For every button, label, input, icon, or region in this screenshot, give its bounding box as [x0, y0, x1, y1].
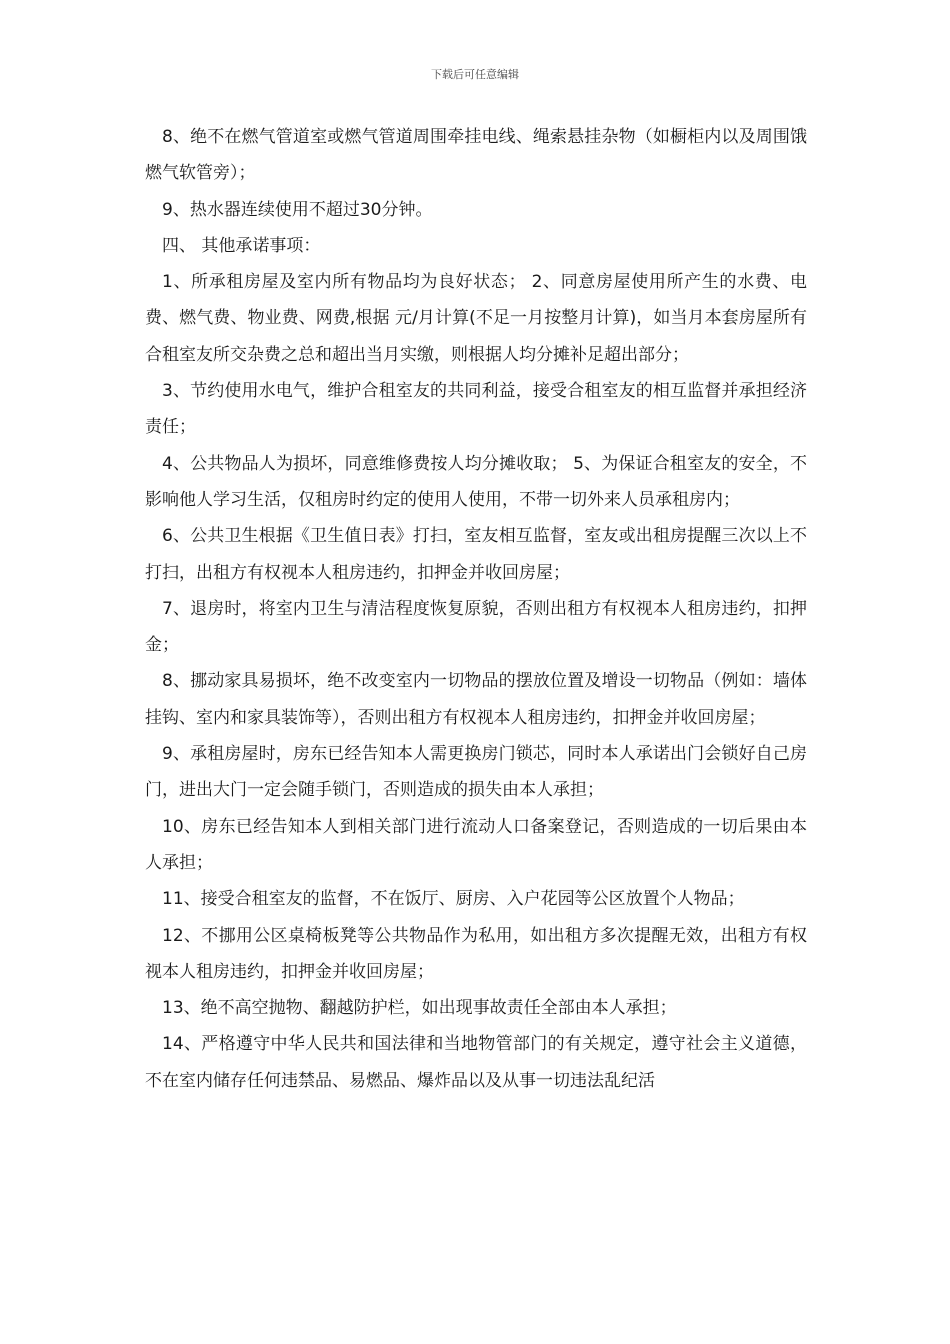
paragraph-item-1-2-condition-fees: 1、所承租房屋及室内所有物品均为良好状态； 2、同意房屋使用所产生的水费、电费、燃气费、物业费、网费,根据 元/月计算(不足一月按整月计算)，如当月本套房屋所有合租室友所交杂费之总和超出当月实缴，则根据人均分摊补足超出部分；	[145, 272, 807, 365]
paragraph-item-6-hygiene: 6、公共卫生根据《卫生值日表》打扫，室友相互监督，室友或出租房提醒三次以上不打扫，出租方有权视本人租房违约，扣押金并收回房屋；	[145, 526, 807, 583]
paragraph-item-13-safety: 13、绝不高空抛物、翻越防护栏，如出现事故责任全部由本人承担；	[162, 998, 677, 1019]
paragraph-item-11-supervision: 11、接受合租室友的监督，不在饭厅、厨房、入户花园等公区放置个人物品；	[162, 889, 745, 910]
paragraph-item-14-law: 14、严格遵守中华人民共和国法律和当地物管部门的有关规定，遵守社会主义道德，不在室内储存任何违禁品、易燃品、爆炸品以及从事一切违法乱纪活	[145, 1034, 807, 1091]
paragraph-item-12-public-items: 12、不挪用公区桌椅板凳等公共物品作为私用，如出租方多次提醒无效，出租方有权视本人租房违约，扣押金并收回房屋；	[145, 925, 807, 982]
section-heading-other-commitments: 四、 其他承诺事项：	[162, 235, 321, 256]
document-body	[145, 119, 807, 1099]
paragraph-item-8-furniture: 8、挪动家具易损坏，绝不改变室内一切物品的摆放位置及增设一切物品（例如：墙体挂钩、室内和家具装饰等），否则出租方有权视本人租房违约，扣押金并收回房屋；	[145, 671, 807, 728]
paragraph-item-8-gas: 8、绝不在燃气管道室或燃气管道周围牵挂电线、绳索悬挂杂物（如橱柜内以及周围饿燃气软管旁）；	[145, 127, 807, 184]
paragraph-item-3-utilities: 3、节约使用水电气，维护合租室友的共同利益，接受合租室友的相互监督并承担经济责任；	[145, 381, 807, 438]
paragraph-item-7-checkout: 7、退房时，将室内卫生与清洁程度恢复原貌，否则出租方有权视本人租房违约，扣押金；	[145, 598, 807, 656]
paragraph-item-10-registration: 10、房东已经告知本人到相关部门进行流动人口备案登记，否则造成的一切后果由本人承担；	[145, 816, 807, 873]
header-note: 下载后可任意编辑	[431, 68, 519, 81]
paragraph-item-9-locks: 9、承租房屋时，房东已经告知本人需更换房门锁芯，同时本人承诺出门会锁好自己房门，进出大门一定会随手锁门，否则造成的损失由本人承担；	[145, 744, 807, 801]
paragraph-item-9-water-heater: 9、热水器连续使用不超过30分钟。	[162, 199, 433, 220]
paragraph-item-4-5-damage-security: 4、公共物品人为损坏，同意维修费按人均分摊收取； 5、为保证合租室友的安全，不影响他人学习生活，仅租房时约定的使用人使用，不带一切外来人员承租房内；	[145, 453, 807, 510]
